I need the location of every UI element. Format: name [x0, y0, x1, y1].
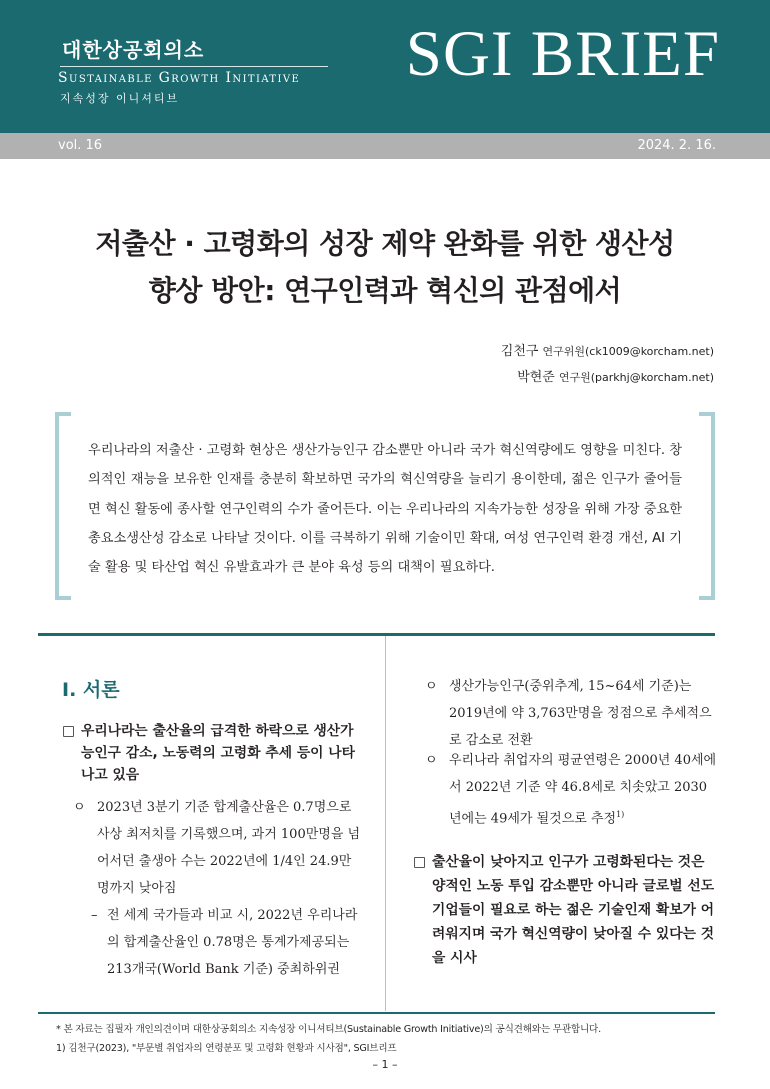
title-line-2: 향상 방안: 연구인력과 혁신의 관점에서	[148, 274, 622, 307]
author-2	[517, 366, 714, 385]
org-name-english: Sustainable Growth Initiative	[58, 70, 301, 86]
page-number: – 1 –	[372, 1058, 398, 1071]
author-name: 김천구	[500, 344, 539, 359]
sub-point-1	[73, 794, 363, 902]
author-role: 연구위원(ck1009@korcham.net)	[542, 345, 714, 358]
main-point-text: 출산율이 낮아지고 인구가 고령화된다는 것은 양적인 노동 투입 감소뿐만 아니라 글로벌 선도기업들이 필요로 하는 젊은 기술인재 확보가 어려워지며 국가 혁신역량이 낮아질 수 있다는 것을 시사	[432, 854, 715, 966]
title-line-1: 저출산 · 고령화의 성장 제약 완화를 위한 생산성	[95, 227, 675, 260]
sub-point-2	[425, 673, 717, 754]
summary-box	[55, 412, 715, 600]
sub-point-3	[425, 747, 717, 832]
section-divider	[38, 633, 715, 636]
right-bracket	[699, 412, 715, 600]
column-divider	[385, 636, 386, 1011]
detail-point-1	[91, 902, 363, 983]
document-title	[40, 220, 730, 314]
square-bullet-icon: □	[62, 723, 76, 739]
main-point-1	[62, 720, 362, 786]
sub-point-text: 2023년 3분기 기준 합계출산율은 0.7명으로 사상 최저치를 기록했으며, 과거 100만명을 넘어서던 출생아 수는 2022년에 1/4인 24.9만 명까지 낮아짐	[97, 800, 361, 896]
author-1	[501, 340, 714, 359]
left-bracket	[55, 412, 71, 600]
org-subtitle-korean: 지속성장 이니셔티브	[60, 92, 180, 105]
footer-divider	[38, 1012, 715, 1014]
footnote-ref[interactable]: 1)	[616, 810, 625, 819]
org-name-korean: 대한상공회의소	[62, 38, 205, 62]
author-name: 박현준	[517, 370, 555, 385]
sub-point-text: 우리나라 취업자의 평균연령은 2000년 40세에서 2022년 기준 약 46.8세로 치솟았고 2030년에는 49세가 될것으로 추정$^{1)}$	[449, 753, 717, 827]
main-point-text: 우리나라는 출산율의 급격한 하락으로 생산가능인구 감소, 노동력의 고령화 추세 등이 나타나고 있음	[81, 723, 355, 783]
main-point-2	[413, 850, 717, 970]
disclaimer-note: * 본 자료는 집필자 개인의견이며 대한상공회의소 지속성장 이니셔티브(Sustainable Growth Initiative)의 공식견해와는 무관합니다.	[56, 1024, 601, 1035]
circle-bullet-icon: ㅇ	[425, 679, 438, 694]
brand-title: SGI BRIEF	[405, 18, 720, 90]
org-divider	[60, 66, 328, 67]
circle-bullet-icon: ㅇ	[73, 800, 86, 815]
summary-text: 우리나라의 저출산 · 고령화 현상은 생산가능인구 감소뿐만 아니라 국가 혁신역량에도 영향을 미친다. 창의적인 재능을 보유한 인재를 충분히 확보하면 국가의 혁신역량을 늘리기 용이한데, 젊은 인구가 줄어들면 혁신 활동에 종사할 연구인력의 수가 줄어든다. 이는 우리나라의 지속가능한 성장을 위해 가장 중요한 총요소생산성 감소로 나타날 것이다. 이를 극복하기 위해 기술이민 확대, 여성 연구인력 환경 개선, AI 기술 활용 및 타산업 혁신 유발효과가 큰 분야 육성 등의 대책이 필요하다.	[88, 443, 682, 576]
section-heading: Ⅰ. 서론	[62, 679, 120, 701]
detail-point-text: 전 세계 국가들과 비교 시, 2022년 우리나라의 합계출산율인 0.78명은 통계가제공되는 213개국(World Bank 기준) 중최하위권	[107, 908, 358, 977]
issue-bar	[0, 133, 770, 159]
header-banner	[0, 0, 770, 133]
square-bullet-icon: □	[413, 854, 427, 870]
volume-label: vol. 16	[58, 138, 103, 153]
sub-point-text: 생산가능인구(중위추계, 15~64세 기준)는 2019년에 약 3,763만명을 정점으로 추세적으로 감소로 전환	[449, 679, 712, 748]
dash-bullet-icon: –	[91, 908, 98, 923]
circle-bullet-icon: ㅇ	[425, 753, 438, 768]
footnote-1: 1) 김천구(2023), "부문별 취업자의 연령분포 및 고령화 현황과 시사점", SGI브리프	[56, 1043, 397, 1054]
author-role: 연구원(parkhj@korcham.net)	[558, 371, 714, 384]
issue-date: 2024. 2. 16.	[637, 138, 716, 153]
